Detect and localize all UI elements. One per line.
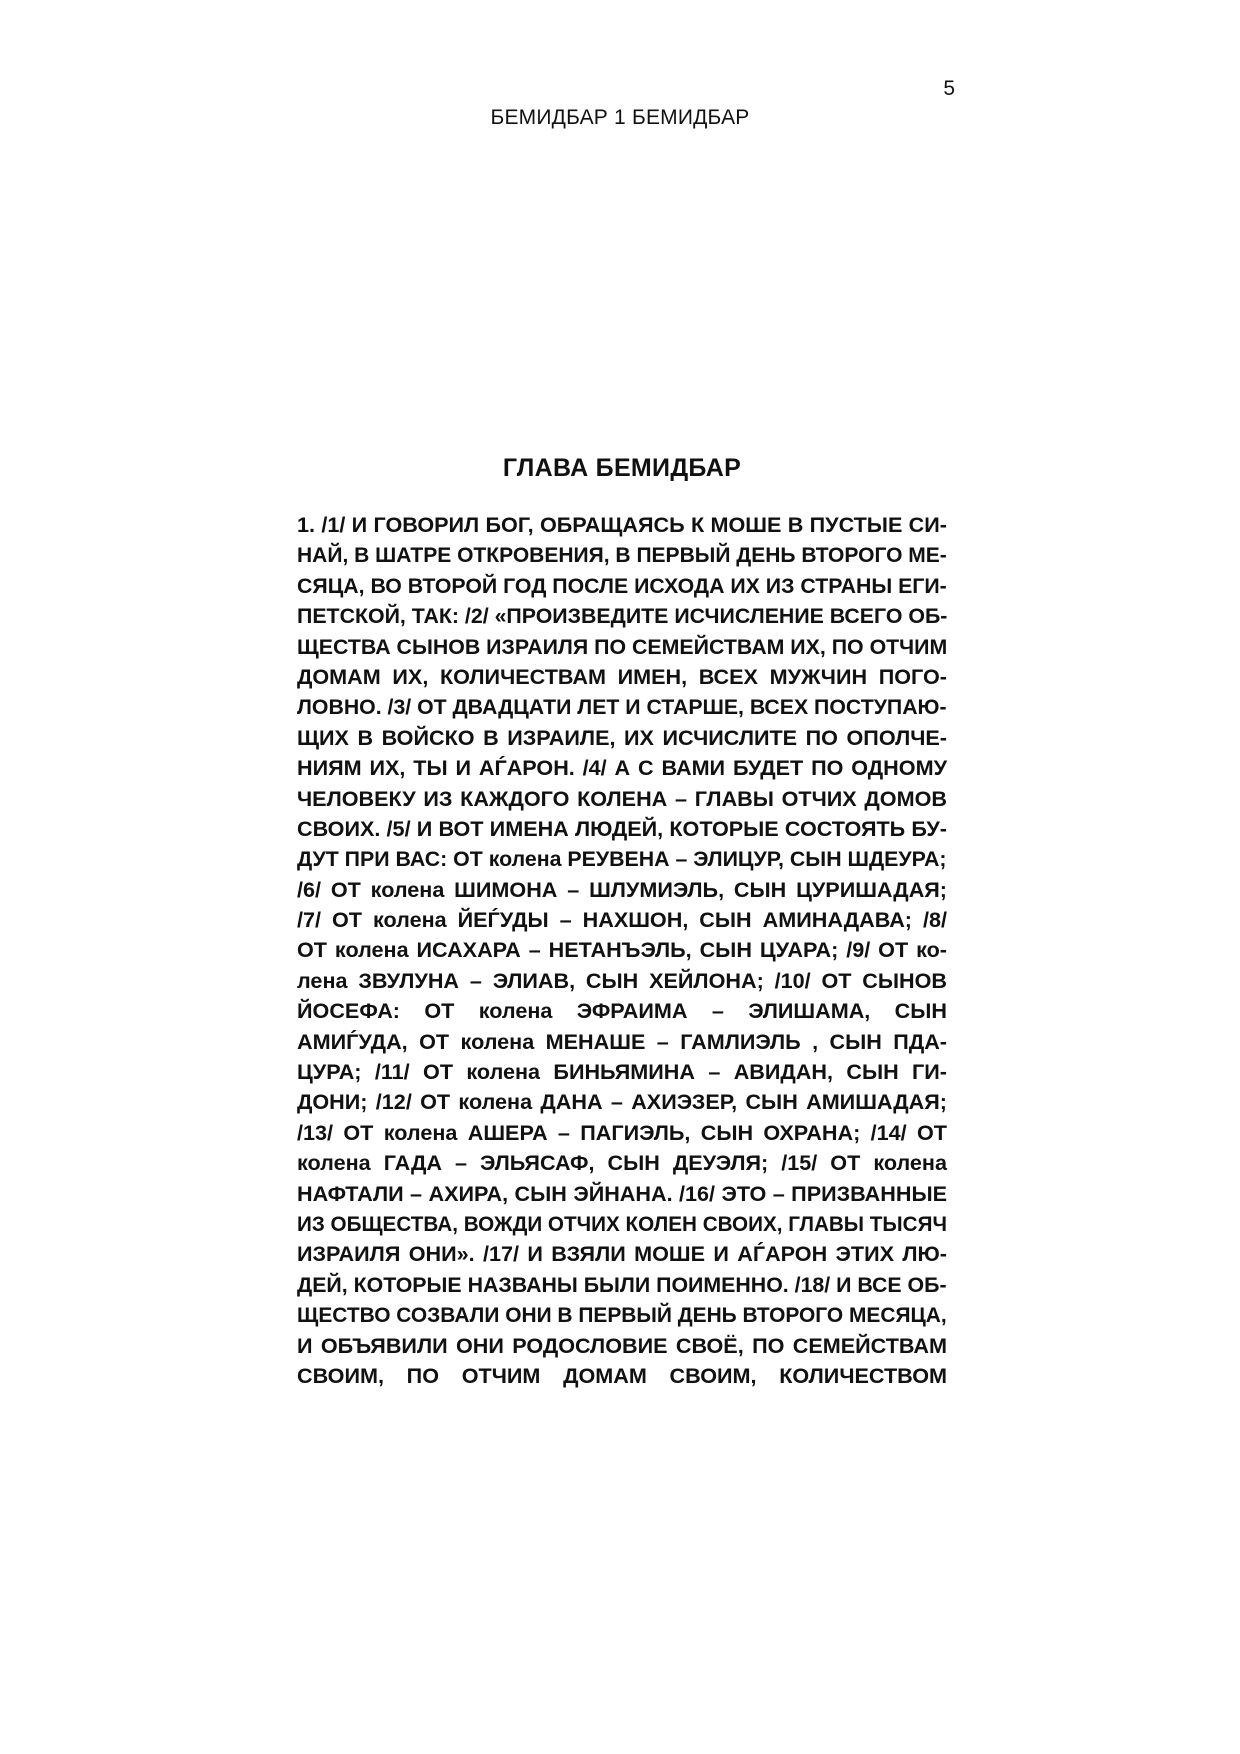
text-line: лена ЗВУЛУНА – ЭЛИАВ, СЫН ХЕЙЛОНА; /10/ ОТ СЫНОВ (297, 967, 947, 993)
text-line: И ОБЪЯВИЛИ ОНИ РОДОСЛОВИЕ СВОЁ, ПО СЕМЕЙСТВАМ (297, 1332, 947, 1358)
text-line: ДУТ ПРИ ВАС: ОТ колена РЕУВЕНА – ЭЛИЦУР, СЫН ШДЕУРА; (297, 846, 947, 872)
text-line: СВОИМ, ПО ОТЧИМ ДОМАМ СВОИМ, КОЛИЧЕСТВОМ (297, 1362, 947, 1388)
text-line: ПЕТСКОЙ, ТАК: /2/ «ПРОИЗВЕДИТЕ ИСЧИСЛЕНИЕ ВСЕГО ОБ- (297, 603, 948, 629)
text-line: ОТ колена ИСАХАРА – НЕТАНЪЭЛЬ, СЫН ЦУАРА; /9/ ОТ ко- (297, 937, 947, 963)
text-line: ИЗРАИЛЯ ОНИ». /17/ И ВЗЯЛИ МОШЕ И АЃАРОН ЭТИХ ЛЮ- (297, 1241, 947, 1267)
text-line: НАФТАЛИ – АХИРА, СЫН ЭЙНАНА. /16/ ЭТО – ПРИЗВАННЫЕ (297, 1180, 947, 1206)
chapter-body-text (297, 510, 947, 1391)
text-line: ДОМАМ ИХ, КОЛИЧЕСТВАМ ИМЕН, ВСЕХ МУЖЧИН ПОГО- (297, 663, 947, 689)
text-line: ЩЕСТВА СЫНОВ ИЗРАИЛЯ ПО СЕМЕЙСТВАМ ИХ, ПО ОТЧИМ (297, 633, 948, 659)
text-line: ЦУРА; /11/ ОТ колена БИНЬЯМИНА – АВИДАН, СЫН ГИ- (297, 1059, 947, 1085)
text-line: НАЙ, В ШАТРЕ ОТКРОВЕНИЯ, В ПЕРВЫЙ ДЕНЬ ВТОРОГО МЕ- (297, 542, 947, 568)
text-line: 1. /1/ И ГОВОРИЛ БОГ, ОБРАЩАЯСЬ К МОШЕ В ПУСТЫЕ СИ- (297, 512, 947, 537)
text-line: колена ГАДА – ЭЛЬЯСАФ, СЫН ДЕУЭЛЯ; /15/ ОТ колена (297, 1150, 947, 1176)
text-line: ИЗ ОБЩЕСТВА, ВОЖДИ ОТЧИХ КОЛЕН СВОИХ, ГЛАВЫ ТЫСЯЧ (297, 1210, 947, 1236)
text-line: /13/ ОТ колена АШЕРА – ПАГИЭЛЬ, СЫН ОХРАНА; /14/ ОТ (297, 1119, 947, 1145)
text-line: ЧЕЛОВЕКУ ИЗ КАЖДОГО КОЛЕНА – ГЛАВЫ ОТЧИХ ДОМОВ (297, 785, 947, 811)
text-line: ДОНИ; /12/ ОТ колена ДАНА – АХИЭЗЕР, СЫН АМИШАДАЯ; (297, 1089, 947, 1115)
text-line: ЩИХ В ВОЙСКО В ИЗРАИЛЕ, ИХ ИСЧИСЛИТЕ ПО ОПОЛЧЕ- (297, 724, 947, 750)
text-line: ДЕЙ, КОТОРЫЕ НАЗВАНЫ БЫЛИ ПОИМЕННО. /18/ И ВСЕ ОБ- (297, 1271, 947, 1297)
text-line: ЛОВНО. /3/ ОТ ДВАДЦАТИ ЛЕТ И СТАРШЕ, ВСЕХ ПОСТУПАЮ- (297, 694, 947, 720)
running-header: БЕМИДБАР 1 БЕМИДБАР (490, 106, 750, 129)
text-line: СЯЦА, ВО ВТОРОЙ ГОД ПОСЛЕ ИСХОДА ИХ ИЗ СТРАНЫ ЕГИ- (297, 572, 947, 598)
text-line: /6/ ОТ колена ШИМОНА – ШЛУМИЭЛЬ, СЫН ЦУРИШАДАЯ; (297, 876, 947, 902)
text-line: ЩЕСТВО СОЗВАЛИ ОНИ В ПЕРВЫЙ ДЕНЬ ВТОРОГО МЕСЯЦА, (297, 1302, 947, 1328)
text-line: НИЯМ ИХ, ТЫ И АЃАРОН. /4/ А С ВАМИ БУДЕТ ПО ОДНОМУ (297, 755, 947, 781)
chapter-title: ГЛАВА БЕМИДБАР (502, 454, 742, 482)
text-line: АМИЃУДА, ОТ колена МЕНАШЕ – ГАМЛИЭЛЬ , СЫН ПДА- (297, 1028, 947, 1054)
text-line: ЙОСЕФА: ОТ колена ЭФРАИМА – ЭЛИШАМА, СЫН (297, 998, 947, 1024)
text-line: /7/ ОТ колена ЙЕЃУДЫ – НАХШОН, СЫН АМИНАДАВА; /8/ (297, 907, 947, 933)
text-line: СВОИХ. /5/ И ВОТ ИМЕНА ЛЮДЕЙ, КОТОРЫЕ СОСТОЯТЬ БУ- (297, 815, 947, 841)
page-number: 5 (943, 77, 955, 100)
